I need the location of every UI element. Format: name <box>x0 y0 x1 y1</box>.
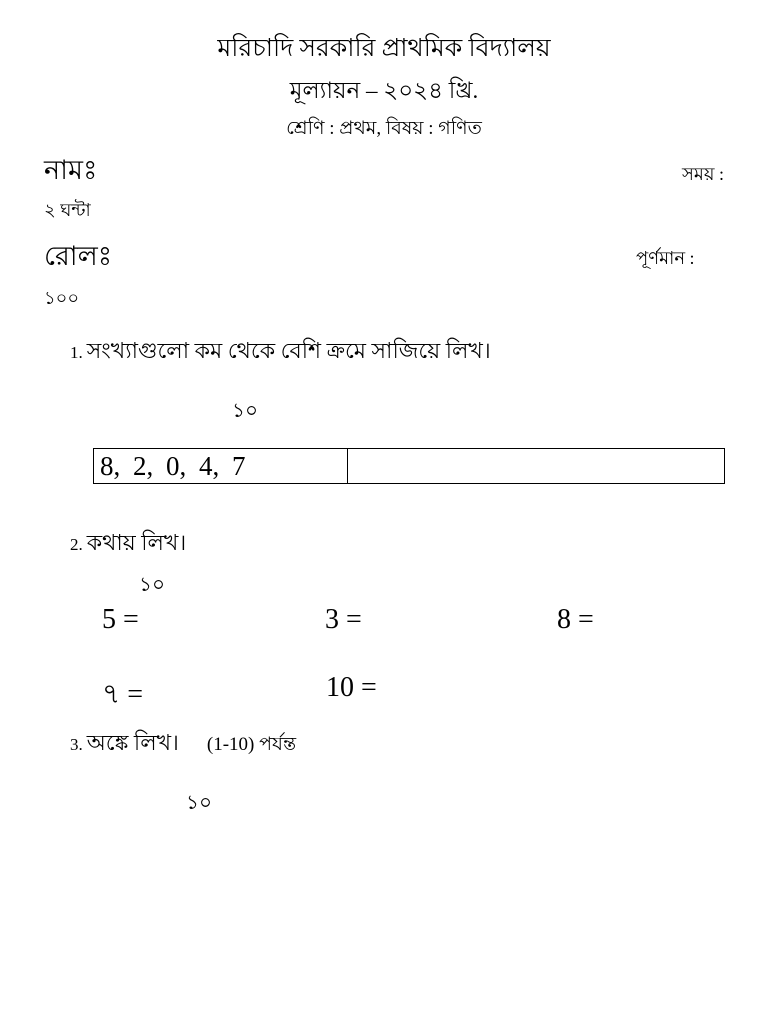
school-name: মরিচাদি সরকারি প্রাথমিক বিদ্যালয় <box>217 35 551 62</box>
question-3-number: 3. <box>70 735 83 754</box>
question-2-marks: ১০ <box>139 574 165 596</box>
roll-label: রোলঃ <box>44 241 113 271</box>
question-1 <box>70 334 491 371</box>
number-item-4: ৭ = <box>102 679 143 710</box>
answer-cell[interactable] <box>348 449 724 483</box>
exam-title: মূল্যায়ন – ২০২৪ খ্রি. <box>289 78 479 103</box>
time-value: ২ ঘন্টা <box>44 200 91 220</box>
number-item-2: 3 = <box>325 604 362 635</box>
full-marks-value: ১০০ <box>44 288 80 308</box>
class-subject-line: শ্রেণি : প্রথম, বিষয় : গণিত <box>286 118 482 139</box>
number-item-3: 8 = <box>557 604 594 635</box>
question-2-text: কথায় লিখ। <box>86 530 187 555</box>
given-numbers: 8, 2, 0, 4, 7 <box>94 449 348 483</box>
time-label: সময় : <box>682 164 724 184</box>
number-item-5: 10 = <box>326 672 377 703</box>
question-1-text: সংখ্যাগুলো কম থেকে বেশি ক্রমে সাজিয়ে লিখ। <box>86 338 491 363</box>
ordering-table <box>93 448 725 484</box>
question-3-text: অঙ্কে লিখ। <box>86 730 179 755</box>
full-marks-label: পূর্ণমান : <box>636 248 695 268</box>
name-label: নামঃ <box>44 155 98 185</box>
question-3-marks: ১০ <box>186 792 212 814</box>
question-3 <box>70 726 296 763</box>
question-2-number: 2. <box>70 535 83 554</box>
number-item-1: 5 = <box>102 604 139 635</box>
question-1-marks: ১০ <box>232 400 258 422</box>
question-2 <box>70 526 186 563</box>
question-3-range: (1-10) পর্যন্ত <box>206 734 297 755</box>
question-1-number: 1. <box>70 343 83 362</box>
